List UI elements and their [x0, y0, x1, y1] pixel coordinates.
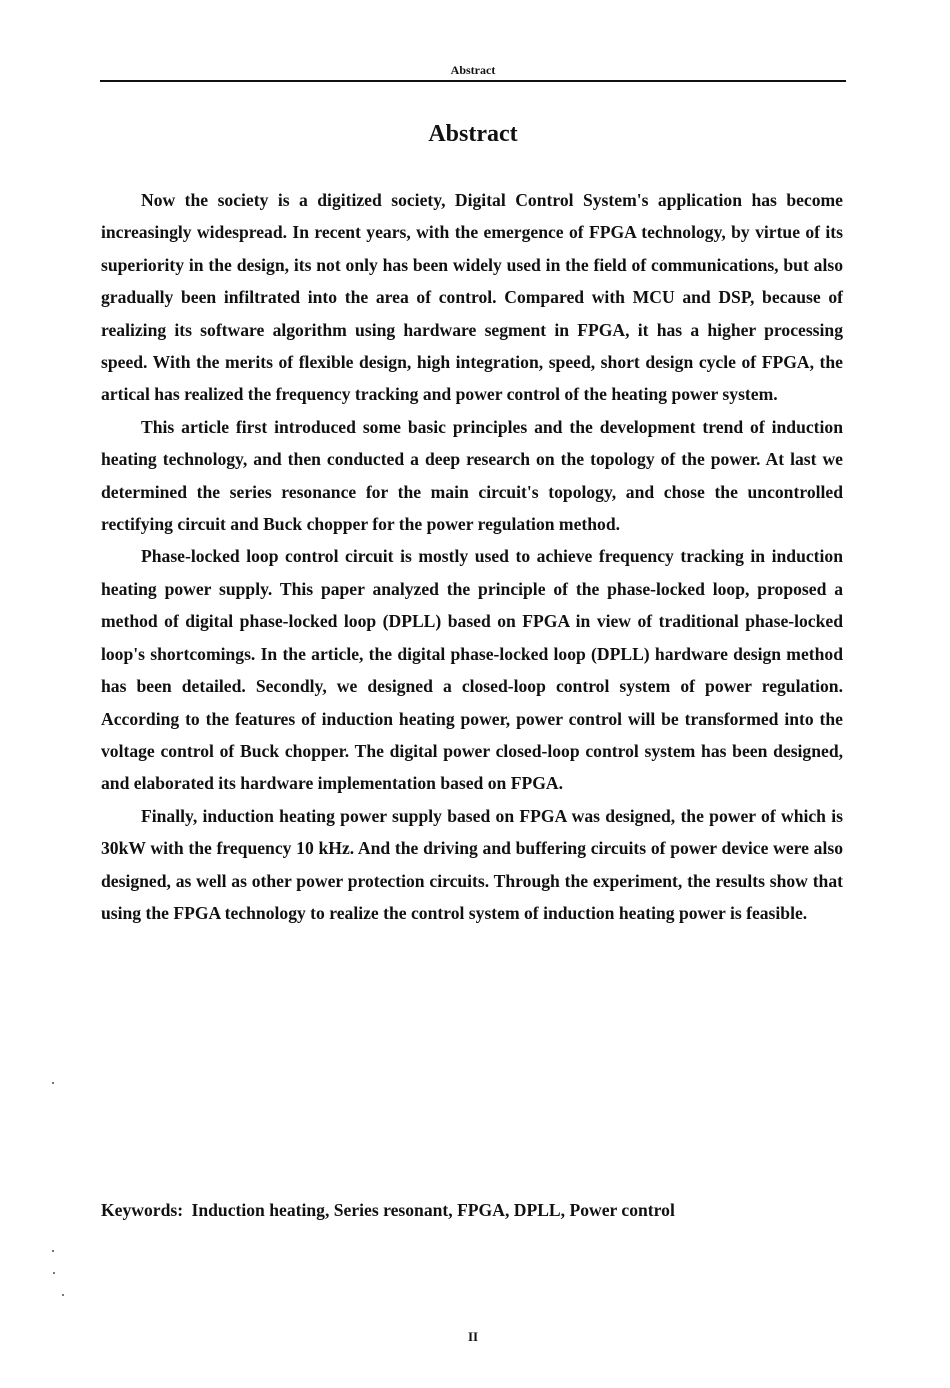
scan-speck [52, 1082, 54, 1084]
keywords-line [101, 1194, 843, 1226]
scan-speck [53, 1272, 55, 1274]
abstract-body [101, 184, 843, 929]
keywords-text: Induction heating, Series resonant, FPGA, DPLL, Power control [191, 1200, 675, 1220]
page-title: Abstract [428, 121, 518, 147]
header-rule [100, 80, 846, 82]
scan-speck [52, 1250, 54, 1252]
abstract-paragraph-2: This article first introduced some basic principles and the development trend of induction heating technology, and then conducted a deep research on the topology of the power. At last we determined the series resonance for the main circuit's topology, and chose the uncontrolled rectifying circuit and Buck chopper for the power regulation method. [101, 416, 843, 535]
abstract-paragraph-1: Now the society is a digitized society, Digital Control System's application has become increasingly widespread. In recent years, with the emergence of FPGA technology, by virtue of its superiority in the design, its not only has been widely used in the field of communications, but also gradually been infiltrated into the area of control. Compared with MCU and DSP, because of realizing its software algorithm using hardware segment in FPGA, it has a higher processing speed. With the merits of flexible design, high integration, speed, short design cycle of FPGA, the artical has realized the frequency tracking and power control of the heating power system. [101, 190, 843, 405]
page-number: II [467, 1329, 479, 1344]
keywords-label: Keywords: [101, 1200, 184, 1220]
abstract-paragraph-3: Phase-locked loop control circuit is mostly used to achieve frequency tracking in induction heating power supply. This paper analyzed the principle of the phase-locked loop, proposed a method of digital phase-locked loop (DPLL) based on FPGA in view of traditional phase-locked loop's shortcomings. In the article, the digital phase-locked loop (DPLL) hardware design method has been detailed. Secondly, we designed a closed-loop control system of power regulation. According to the features of induction heating power, power control will be transformed into the voltage control of Buck chopper. The digital power closed-loop control system has been designed, and elaborated its hardware implementation based on FPGA. [101, 546, 843, 794]
running-header: Abstract [450, 63, 496, 77]
abstract-paragraph-4: Finally, induction heating power supply based on FPGA was designed, the power of which is 30kW with the frequency 10 kHz. And the driving and buffering circuits of power device were also designed, as well as other power protection circuits. Through the experiment, the results show that using the FPGA technology to realize the control system of induction heating power is feasible. [101, 805, 843, 923]
scan-speck [62, 1294, 64, 1296]
